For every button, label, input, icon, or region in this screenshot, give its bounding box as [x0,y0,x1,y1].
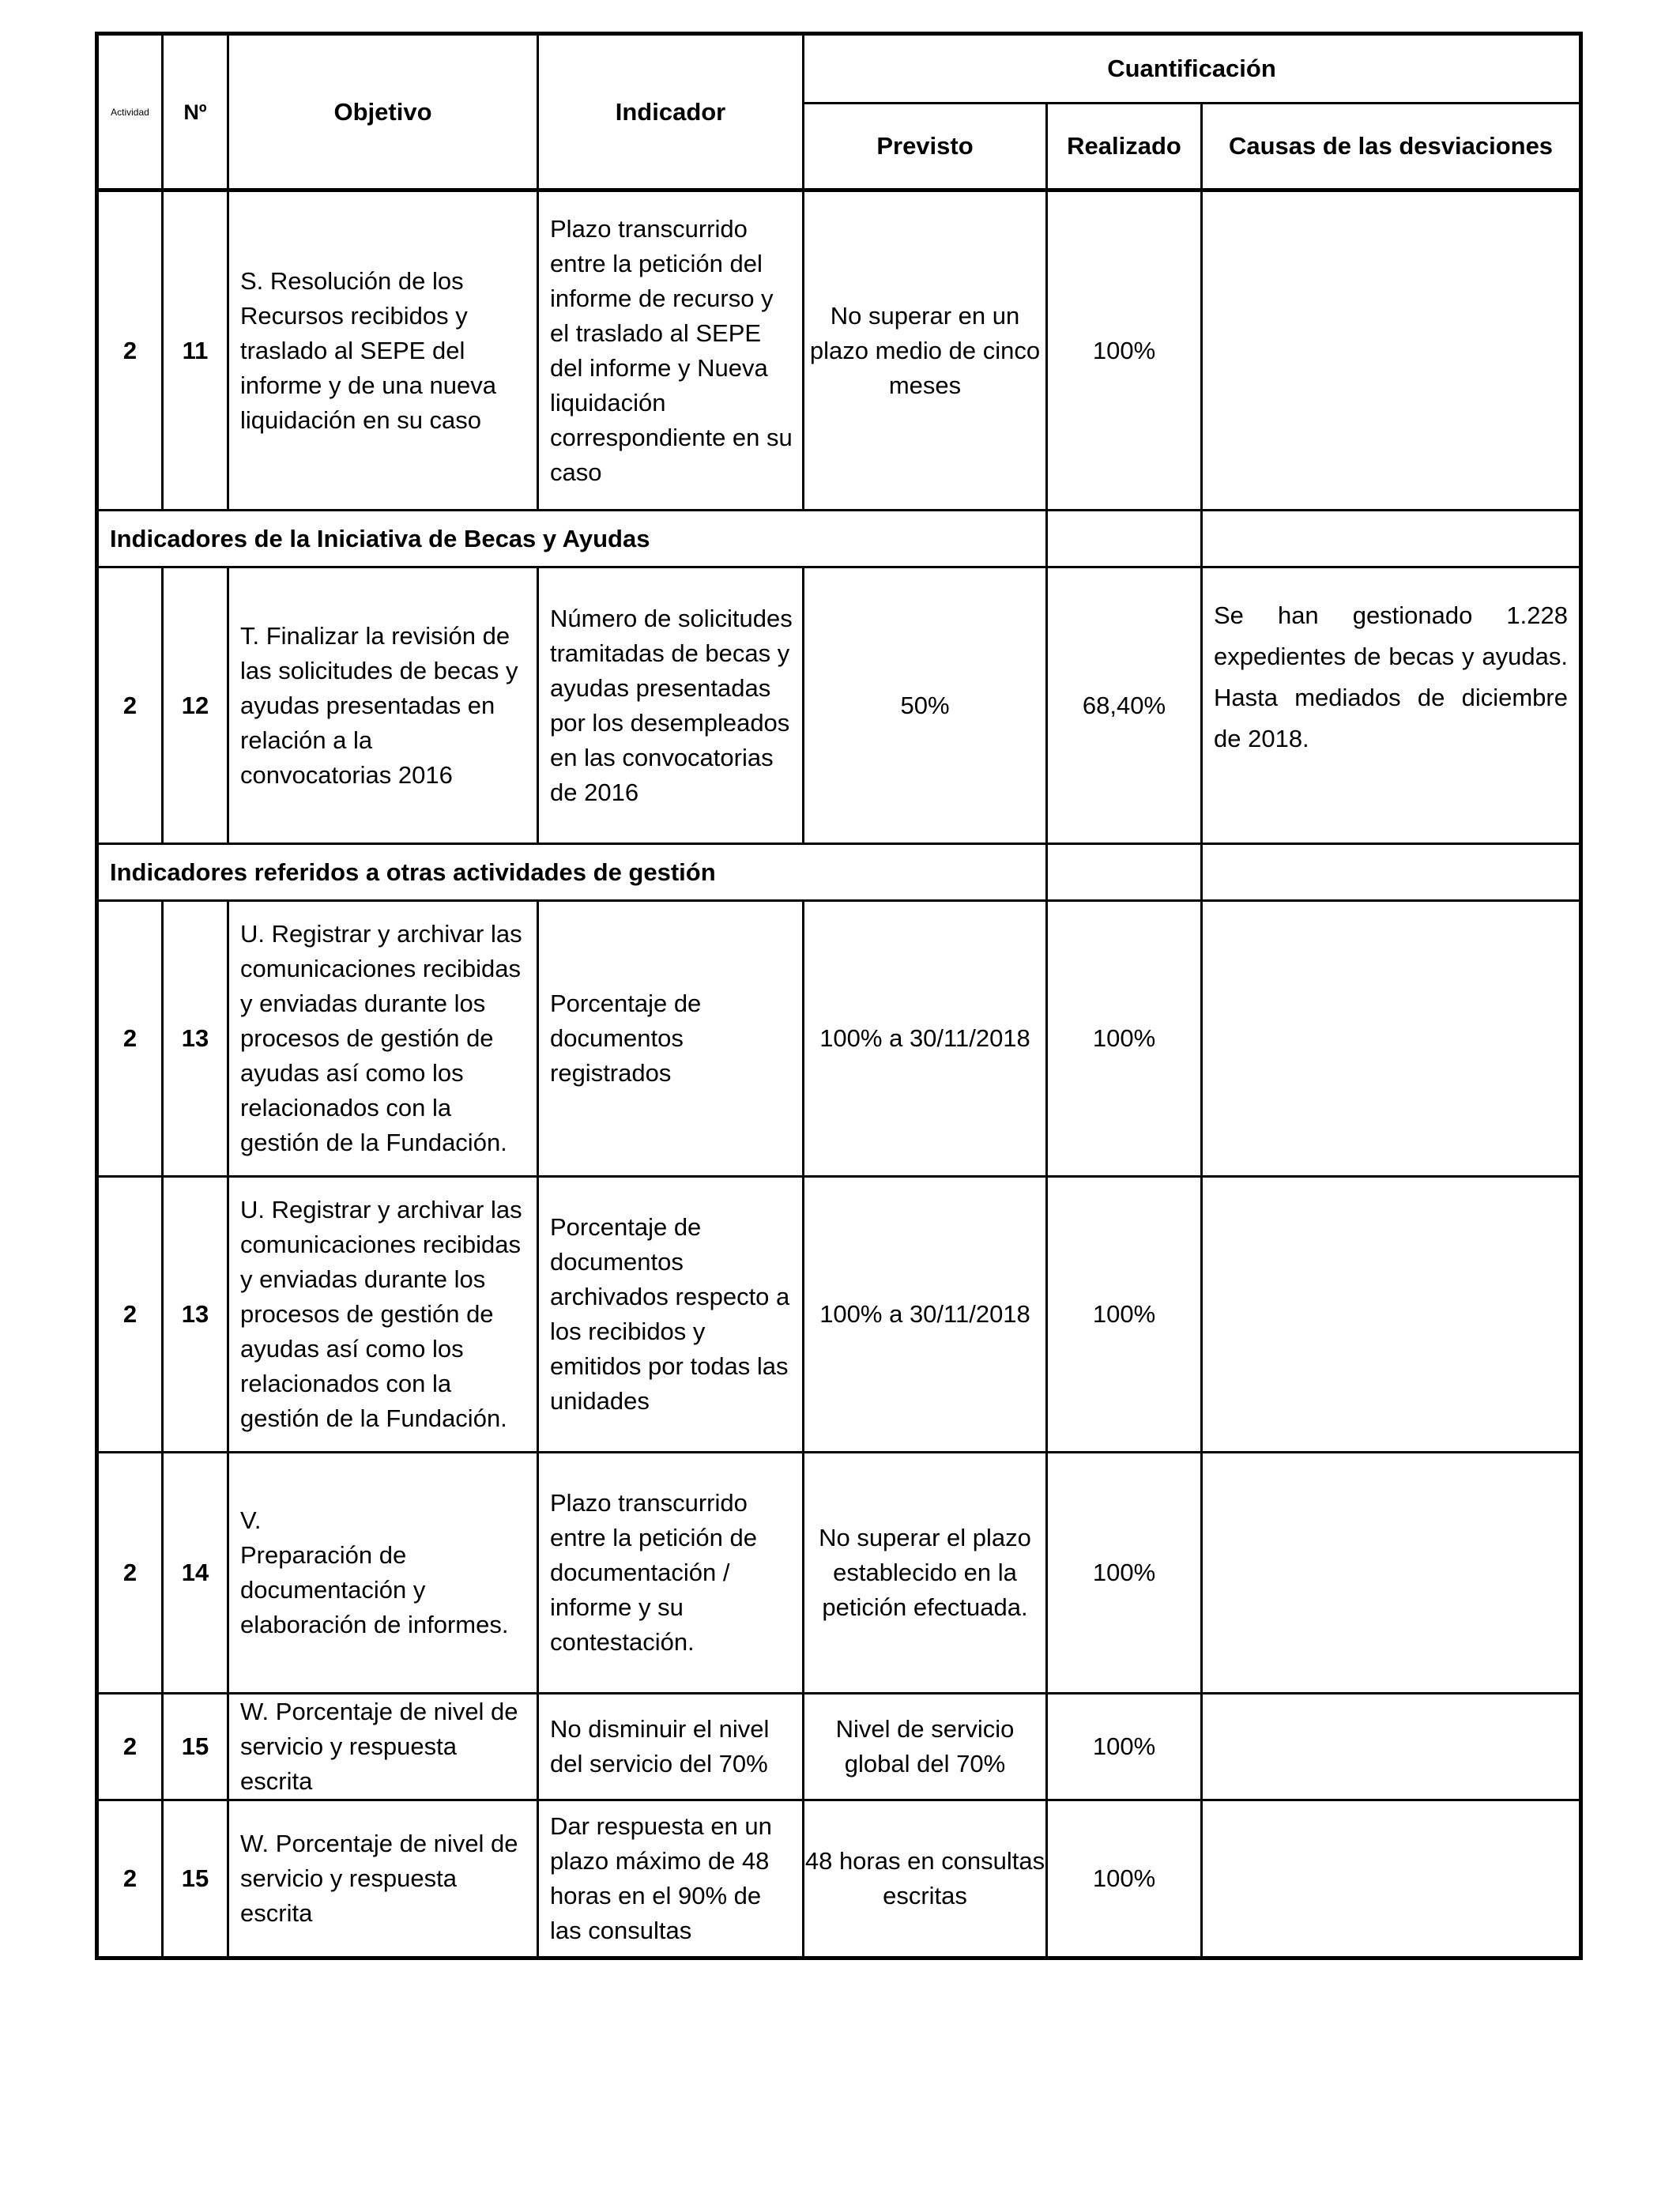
cell-previsto: Nivel de servicio global del 70% [804,1694,1047,1800]
cell-numero: 15 [163,1800,228,1958]
header-indicador: Indicador [538,34,804,190]
cell-numero: 13 [163,901,228,1177]
cell-causas [1202,1177,1581,1453]
cell-realizado: 100% [1047,1177,1202,1453]
cell-objetivo: T. Finalizar la revisión de las solicitudes de becas y ayudas presentadas en relación a la convocatorias 2016 [228,567,538,844]
cell-actividad: 2 [97,1177,163,1453]
objetivo-line-2: Preparación de documentación y elaboración de informes. [240,1541,509,1638]
cell-numero: 14 [163,1453,228,1694]
cell-previsto: 48 horas en consultas escritas [804,1800,1047,1958]
section-label-gestion: Indicadores referidos a otras actividades de gestión [97,844,1047,901]
objetivo-line-1: V. [240,1506,262,1534]
cell-causas [1202,1800,1581,1958]
section-label-becas: Indicadores de la Iniciativa de Becas y Ayudas [97,511,1047,567]
header-row-1 [97,34,1581,104]
table-row [97,567,1581,844]
cell-indicador: No disminuir el nivel del servicio del 70% [538,1694,804,1800]
header-objetivo: Objetivo [228,34,538,190]
header-cuantificacion: Cuantificación [804,34,1581,104]
header-causas: Causas de las desviaciones [1202,104,1581,190]
table-row [97,1177,1581,1453]
cell-numero: 15 [163,1694,228,1800]
cell-previsto: 100% a 30/11/2018 [804,901,1047,1177]
cell-causas [1202,1453,1581,1694]
cell-actividad: 2 [97,901,163,1177]
cell-actividad: 2 [97,1800,163,1958]
cell-indicador: Plazo transcurrido entre la petición del informe de recurso y el traslado al SEPE del informe y Nueva liquidación correspondiente en su caso [538,190,804,511]
table-row [97,1800,1581,1958]
cell-objetivo: W. Porcentaje de nivel de servicio y respuesta escrita [228,1800,538,1958]
cell-realizado: 100% [1047,1800,1202,1958]
cell-previsto: No superar en un plazo medio de cinco meses [804,190,1047,511]
header-actividad: Actividad [97,34,163,190]
section-empty-cell [1202,511,1581,567]
cell-indicador: Porcentaje de documentos archivados respecto a los recibidos y emitidos por todas las unidades [538,1177,804,1453]
section-empty-cell [1202,844,1581,901]
cell-objetivo: W. Porcentaje de nivel de servicio y respuesta escrita [228,1694,538,1800]
cell-realizado: 100% [1047,901,1202,1177]
section-row-gestion [97,844,1581,901]
cell-actividad: 2 [97,190,163,511]
table-row [97,1453,1581,1694]
cell-causas [1202,901,1581,1177]
header-previsto: Previsto [804,104,1047,190]
cell-actividad: 2 [97,567,163,844]
cell-causas [1202,190,1581,511]
cell-indicador: Dar respuesta en un plazo máximo de 48 horas en el 90% de las consultas [538,1800,804,1958]
cell-indicador: Número de solicitudes tramitadas de becas y ayudas presentadas por los desempleados en las convocatorias de 2016 [538,567,804,844]
cell-indicador: Porcentaje de documentos registrados [538,901,804,1177]
cell-actividad: 2 [97,1694,163,1800]
section-empty-cell [1047,511,1202,567]
table-row [97,901,1581,1177]
cell-realizado: 68,40% [1047,567,1202,844]
indicators-table [95,32,1583,1960]
cell-indicador: Plazo transcurrido entre la petición de documentación / informe y su contestación. [538,1453,804,1694]
table-row [97,190,1581,511]
cell-actividad: 2 [97,1453,163,1694]
cell-numero: 13 [163,1177,228,1453]
table-row [97,1694,1581,1800]
cell-realizado: 100% [1047,1453,1202,1694]
section-row-becas [97,511,1581,567]
cell-numero: 12 [163,567,228,844]
cell-objetivo: S. Resolución de los Recursos recibidos y traslado al SEPE del informe y de una nueva liquidación en su caso [228,190,538,511]
header-realizado: Realizado [1047,104,1202,190]
cell-causas: Se han gestionado 1.228 expedientes de becas y ayudas. Hasta mediados de diciembre de 2018. [1202,567,1581,844]
section-empty-cell [1047,844,1202,901]
cell-previsto: 100% a 30/11/2018 [804,1177,1047,1453]
cell-previsto: 50% [804,567,1047,844]
cell-causas [1202,1694,1581,1800]
cell-realizado: 100% [1047,190,1202,511]
cell-previsto: No superar el plazo establecido en la petición efectuada. [804,1453,1047,1694]
cell-objetivo: U. Registrar y archivar las comunicaciones recibidas y enviadas durante los procesos de gestión de ayudas así como los relacionados con la gestión de la Fundación. [228,1177,538,1453]
cell-objetivo: U. Registrar y archivar las comunicaciones recibidas y enviadas durante los procesos de gestión de ayudas así como los relacionados con la gestión de la Fundación. [228,901,538,1177]
header-numero: Nº [163,34,228,190]
cell-numero: 11 [163,190,228,511]
cell-realizado: 100% [1047,1694,1202,1800]
cell-objetivo [228,1453,538,1694]
